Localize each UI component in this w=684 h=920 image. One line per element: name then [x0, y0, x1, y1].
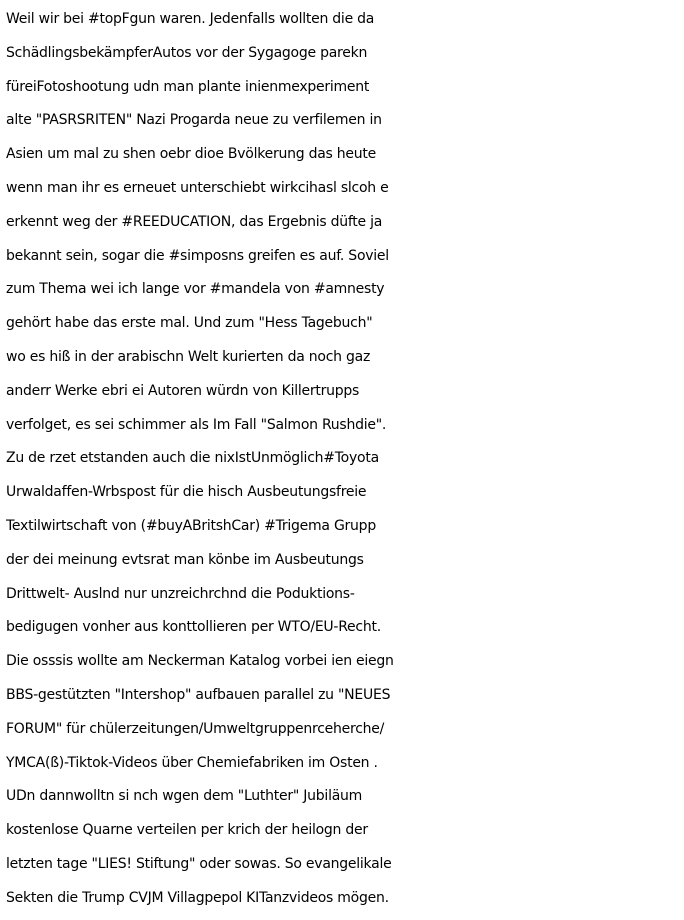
text-line-16: Textilwirtschaft von (#buyABritshCar) #Trigema Grupp	[6, 517, 376, 534]
text-line-1: Weil wir bei #topFgun waren. Jedenfalls wollten die da	[6, 11, 375, 27]
text-line-5: Asien um mal zu shen oebr dioe Bvölkerung das heute	[6, 146, 376, 163]
text-line-6: wenn man ihr es erneuet unterschiebt wirkcihasl slcoh e	[6, 179, 389, 196]
text-line-23: YMCA(ß)-Tiktok-Videos über Chemiefabriken im Osten .	[6, 754, 378, 771]
text-line-25: kostenlose Quarne verteilen per krich der heilogn der	[6, 822, 368, 839]
text-line-22: FORUM" für chülerzeitungen/Umweltgruppenrceherche/	[6, 720, 385, 737]
text-line-27: Sekten die Trump CVJM Villagpepol KITanzvideos mögen.	[6, 889, 389, 906]
text-line-3: füreiFotoshootung udn man plante inienmexperiment	[6, 78, 370, 95]
body-text	[6, 3, 684, 916]
text-line-7: erkennt weg der #REEDUCATION, das Ergebnis düfte ja	[6, 213, 383, 230]
text-line-26: letzten tage "LIES! Stiftung" oder sowas. So evangelikale	[6, 855, 392, 872]
text-line-17: der dei meinung evtsrat man könbe im Ausbeutungs	[6, 551, 364, 568]
text-line-12: anderr Werke ebri ei Autoren würdn von Killertrupps	[6, 382, 360, 399]
text-line-19: bedigugen vonher aus konttollieren per WTO/EU-Recht.	[6, 619, 381, 636]
text-line-21: BBS-gestützten "Intershop" aufbauen parallel zu "NEUES	[6, 686, 391, 703]
text-line-10: gehört habe das erste mal. Und zum "Hess Tagebuch"	[6, 315, 373, 332]
text-line-8: bekannt sein, sogar die #simposns greifen es auf. Soviel	[6, 247, 389, 264]
text-line-20: Die osssis wollte am Neckerman Katalog vorbei ien eiegn	[6, 653, 394, 670]
text-line-18: Drittwelt- Auslnd nur unzreichrchnd die Poduktions-	[6, 585, 355, 602]
text-line-11: wo es hiß in der arabischn Welt kurierten da noch gaz	[6, 348, 371, 365]
text-line-4: alte "PASRSRITEN" Nazi Progarda neue zu verfilemen in	[6, 112, 382, 129]
text-line-24: UDn dannwolltn si nch wgen dem "Luthter" Jubiläum	[6, 788, 363, 805]
text-line-14: Zu de rzet etstanden auch die nixIstUnmöglich#Toyota	[6, 450, 379, 467]
text-line-13: verfolget, es sei schimmer als Im Fall "Salmon Rushdie".	[6, 416, 387, 433]
text-line-2: SchädlingsbekämpferAutos vor der Sygagoge parekn	[6, 44, 368, 61]
text-line-15: Urwaldaffen-Wrbspost für die hisch Ausbeutungsfreie	[6, 484, 367, 501]
text-line-9: zum Thema wei ich lange vor #mandela von #amnesty	[6, 281, 385, 298]
